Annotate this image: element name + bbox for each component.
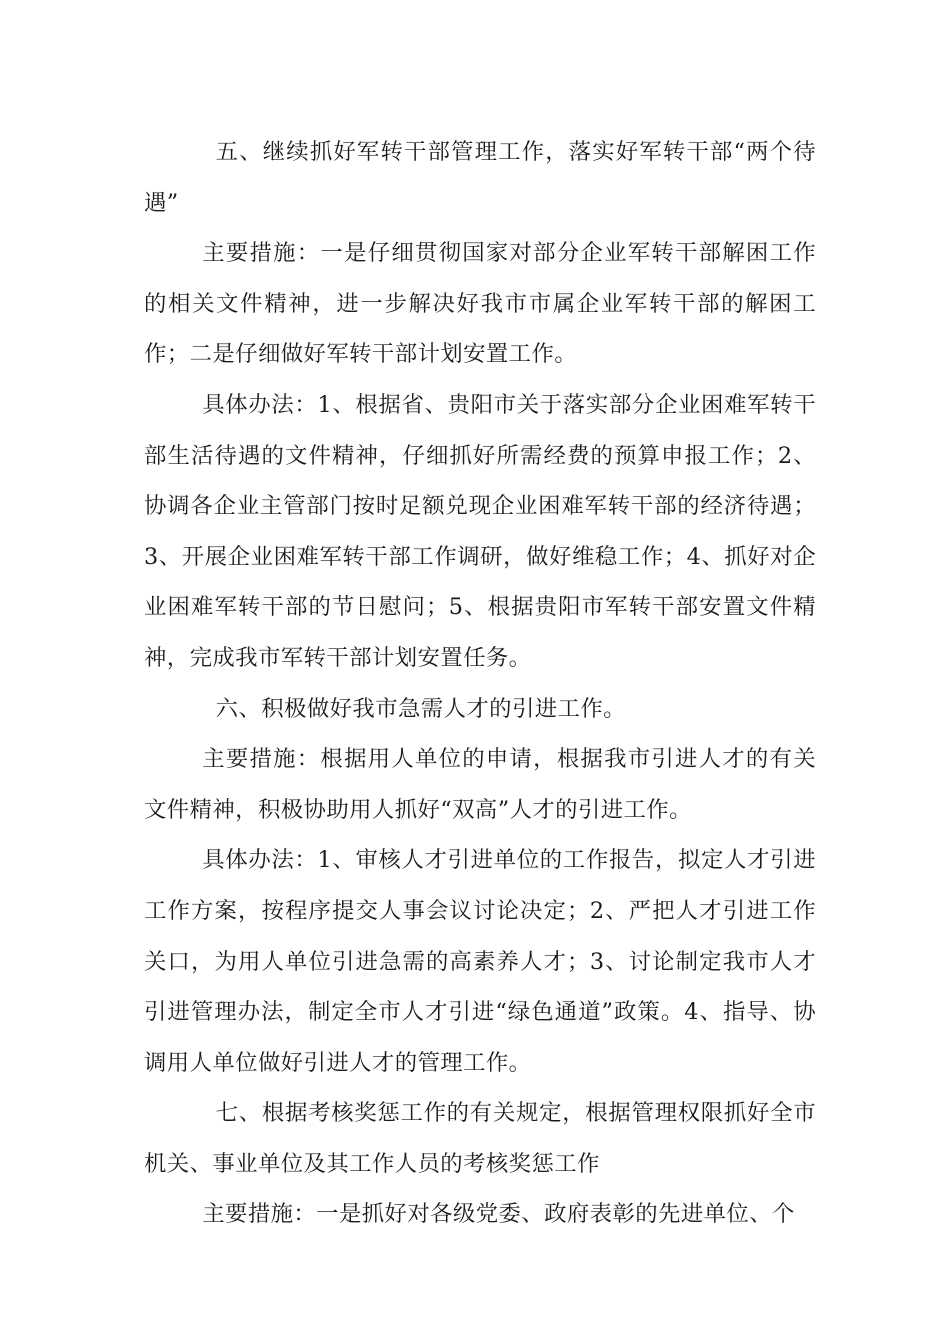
paragraph-main-measures-six: 主要措施：根据用人单位的申请，根据我市引进人才的有关文件精神，积极协助用人抓好“双高”人才的引进工作。 — [144, 746, 816, 823]
paragraph-specific-methods-six: 具体办法：1、审核人才引进单位的工作报告，拟定人才引进工作方案，按程序提交人事会议讨论决定；2、严把人才引进工作关口，为用人单位引进急需的高素养人才；3、讨论制定我市人才引进管理办法，制定全市人才引进“绿色通道”政策。4、指导、协调用人单位做好引进人才的管理工作。 — [144, 847, 816, 1076]
section-heading-seven: 七、根据考核奖惩工作的有关规定，根据管理权限抓好全市机关、事业单位及其工作人员的考核奖惩工作 — [144, 1100, 816, 1177]
section-heading-six: 六、积极做好我市急需人才的引进工作。 — [215, 695, 626, 722]
paragraph-specific-methods-five: 具体办法：1、根据省、贵阳市关于落实部分企业困难军转干部生活待遇的文件精神，仔细抓好所需经费的预算申报工作；2、协调各企业主管部门按时足额兑现企业困难军转干部的经济待遇；3、开展企业困难军转干部工作调研，做好维稳工作；4、抓好对企业困难军转干部的节日慰问；5、根据贵阳市军转干部安置文件精神，完成我市军转干部计划安置任务。 — [144, 391, 816, 671]
section-heading-five: 五、继续抓好军转干部管理工作，落实好军转干部“两个待遇” — [144, 139, 816, 216]
paragraph-main-measures-five: 主要措施：一是仔细贯彻国家对部分企业军转干部解困工作的相关文件精神，进一步解决好我市市属企业军转干部的解困工作；二是仔细做好军转干部计划安置工作。 — [144, 240, 816, 368]
paragraph-main-measures-seven: 主要措施：一是抓好对各级党委、政府表彰的先进单位、个 — [202, 1201, 795, 1228]
document-body — [144, 127, 816, 1240]
